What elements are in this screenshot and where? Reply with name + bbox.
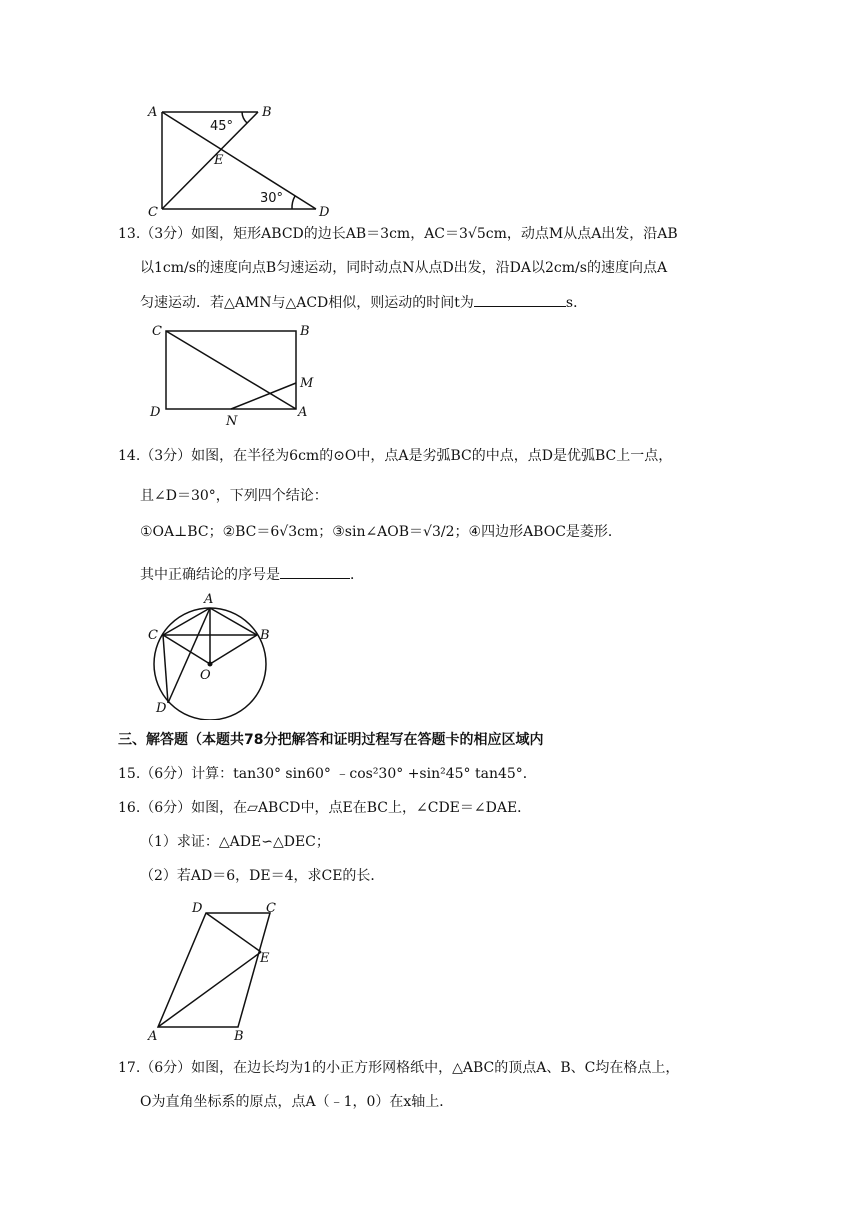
label-D: D [150, 405, 161, 420]
label-C: C [148, 205, 158, 220]
label-A: A [204, 592, 214, 607]
figure-q14 [140, 590, 290, 720]
q15-line: 15.（6分）计算：tan30° sin60° ﹣cos²30° +sin²45° tan45°． [118, 766, 537, 782]
angle-45-label: 45° [210, 119, 234, 134]
label-D: D [319, 205, 330, 220]
q13-line1: 13.（3分）如图，矩形ABCD的边长AB＝3cm，AC＝3√5cm，动点M从点A出发，沿AB [118, 226, 678, 242]
answer-blank-q14[interactable] [280, 564, 350, 579]
label-N: N [226, 414, 238, 429]
q14-line4: 其中正确结论的序号是 ． [140, 564, 860, 585]
section-3-heading: 三、解答题（本题共78分把解答和证明过程写在答题卡的相应区域内 [118, 732, 544, 748]
label-C: C [266, 901, 276, 916]
q14-line1: 14.（3分）如图，在半径为6cm的⊙O中，点A是劣弧BC的中点，点D是优弧BC上一点， [118, 448, 673, 464]
label-M: M [300, 376, 314, 391]
label-B: B [260, 628, 270, 643]
q13-line2: 以1cm/s的速度向点B匀速运动，同时动点N从点D出发，沿DA以2cm/s的速度向点A [140, 260, 668, 276]
label-O: O [200, 668, 211, 683]
q16-line1: 16.（6分）如图，在▱ABCD中，点E在BC上，∠CDE＝∠DAE． [118, 800, 532, 816]
answer-blank-q13[interactable] [474, 292, 566, 307]
q16-part1: （1）求证：△ADE∽△DEC； [140, 834, 330, 850]
q16-part2: （2）若AD＝6，DE＝4，求CE的长． [140, 868, 385, 884]
label-E: E [214, 153, 224, 168]
label-D: D [192, 901, 203, 916]
label-A: A [148, 1029, 158, 1044]
figure-q12 [140, 100, 350, 220]
q13-line3: 匀速运动．若△AMN与△ACD相似，则运动的时间t为 s． [140, 292, 860, 313]
angle-30-label: 30° [260, 191, 284, 206]
label-D: D [156, 701, 167, 716]
label-B: B [300, 324, 310, 339]
label-C: C [148, 628, 158, 643]
figure-q16 [140, 896, 290, 1046]
label-A: A [298, 405, 308, 420]
q17-line1: 17.（6分）如图，在边长均为1的小正方形网格纸中，△ABC的顶点A、B、C均在格点上， [118, 1060, 680, 1076]
q14-line3: ①OA⊥BC；②BC＝6√3cm；③sin∠AOB＝√3/2；④四边形ABOC是菱形． [140, 524, 622, 540]
q14-line2: 且∠D＝30°，下列四个结论： [140, 488, 328, 504]
label-B: B [262, 105, 272, 120]
label-B: B [234, 1029, 244, 1044]
label-A: A [148, 105, 158, 120]
label-C: C [152, 324, 162, 339]
figure-q13 [140, 320, 330, 430]
q17-line2: O为直角坐标系的原点，点A（﹣1，0）在x轴上． [140, 1094, 454, 1110]
label-E: E [260, 951, 270, 966]
